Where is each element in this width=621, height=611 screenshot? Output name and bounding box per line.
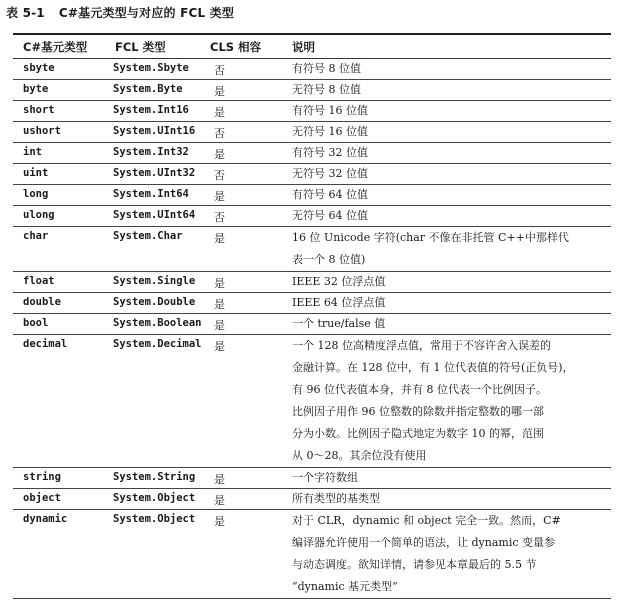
description-line: 从 0～28。其余位没有使用	[292, 449, 427, 462]
cell-description	[292, 227, 611, 271]
description-line: 有符号 32 位值	[292, 146, 368, 159]
header-description: 说明	[292, 39, 315, 54]
cell-description	[292, 59, 611, 79]
table-number: 表 5-1	[6, 6, 45, 20]
table-row	[13, 164, 611, 185]
cell-fcl-type: System.Int64	[113, 188, 189, 200]
description-line: 一个字符数组	[292, 471, 358, 484]
description-line: 有符号 16 位值	[292, 104, 368, 117]
cell-description	[292, 80, 611, 100]
cell-cls: 是	[214, 298, 225, 311]
description-line: 无符号 8 位值	[292, 83, 361, 96]
cell-cs-type: sbyte	[23, 62, 55, 74]
cell-fcl-type: System.Double	[113, 296, 196, 308]
cell-cs-type: char	[23, 230, 49, 242]
cell-fcl-type: System.Sbyte	[113, 62, 189, 74]
cell-cls: 否	[214, 64, 225, 77]
table-row	[13, 314, 611, 335]
table-title: C#基元类型与对应的 FCL 类型	[58, 6, 235, 20]
cell-cls: 否	[214, 127, 225, 140]
cell-fcl-type: System.Object	[113, 513, 196, 525]
table-row	[13, 272, 611, 293]
cell-description	[292, 122, 611, 142]
description-line: 无符号 16 位值	[292, 125, 368, 138]
cell-description	[292, 510, 611, 598]
cell-description	[292, 468, 611, 488]
cell-fcl-type: System.UInt16	[113, 125, 196, 137]
cell-cls: 是	[214, 494, 225, 507]
description-line: IEEE 64 位浮点值	[292, 296, 386, 309]
cell-fcl-type: System.Boolean	[113, 317, 202, 329]
header-cs-type: C#基元类型	[23, 39, 88, 54]
table-row	[13, 101, 611, 122]
description-line: 有符号 64 位值	[292, 188, 368, 201]
description-line: 对于 CLR，dynamic 和 object 完全一致。然而，C#	[292, 514, 561, 527]
cell-cls: 是	[214, 232, 225, 245]
description-line: 比例因子用作 96 位整数的除数并指定整数的哪一部	[292, 405, 544, 418]
header-cls: CLS 相容	[210, 39, 262, 54]
cell-cs-type: ulong	[23, 209, 55, 221]
cell-cs-type: uint	[23, 167, 49, 179]
table-row	[13, 489, 611, 510]
cell-description	[292, 335, 611, 467]
cell-cls: 是	[214, 319, 225, 332]
description-line: 一个 128 位高精度浮点值，常用于不容许舍入误差的	[292, 339, 551, 352]
description-line: IEEE 32 位浮点值	[292, 275, 386, 288]
table-caption	[6, 4, 234, 21]
cell-cls: 是	[214, 148, 225, 161]
description-line: 无符号 64 位值	[292, 209, 368, 222]
description-line: 金融计算。在 128 位中，有 1 位代表值的符号(正负号)，	[292, 361, 574, 374]
cell-cls: 是	[214, 473, 225, 486]
description-line: 表一个 8 位值)	[292, 253, 366, 266]
cell-cs-type: float	[23, 275, 55, 287]
cell-fcl-type: System.Int16	[113, 104, 189, 116]
cell-cs-type: int	[23, 146, 42, 158]
primitive-types-table	[13, 33, 611, 599]
cell-fcl-type: System.UInt32	[113, 167, 196, 179]
table-row	[13, 143, 611, 164]
description-line: 分为小数。比例因子隐式地定为数字 10 的幂，范围	[292, 427, 544, 440]
table-row	[13, 206, 611, 227]
cell-fcl-type: System.Byte	[113, 83, 183, 95]
description-line: 所有类型的基类型	[292, 492, 380, 505]
cell-fcl-type: System.Decimal	[113, 338, 202, 350]
cell-fcl-type: System.Char	[113, 230, 183, 242]
cell-cls: 是	[214, 85, 225, 98]
table-row	[13, 185, 611, 206]
table-row	[13, 510, 611, 599]
header-fcl-type: FCL 类型	[115, 39, 166, 54]
cell-cs-type: long	[23, 188, 49, 200]
table-header	[13, 35, 611, 59]
cell-cls: 是	[214, 106, 225, 119]
description-line: 编译器允许使用一个简单的语法，让 dynamic 变量参	[292, 536, 555, 549]
cell-cls: 是	[214, 277, 225, 290]
table-row	[13, 293, 611, 314]
cell-cls: 是	[214, 515, 225, 528]
cell-cs-type: object	[23, 492, 61, 504]
cell-cls: 否	[214, 211, 225, 224]
description-line: 16 位 Unicode 字符(char 不像在非托管 C++中那样代	[292, 231, 569, 244]
cell-description	[292, 489, 611, 509]
table-row	[13, 335, 611, 468]
description-line: “dynamic 基元类型”	[292, 580, 398, 593]
cell-cls: 否	[214, 169, 225, 182]
cell-description	[292, 101, 611, 121]
cell-description	[292, 185, 611, 205]
description-line: 与动态调度。欲知详情，请参见本章最后的 5.5 节	[292, 558, 537, 571]
cell-description	[292, 314, 611, 334]
table-row	[13, 80, 611, 101]
cell-fcl-type: System.String	[113, 471, 196, 483]
cell-description	[292, 164, 611, 184]
cell-fcl-type: System.Single	[113, 275, 196, 287]
cell-fcl-type: System.Object	[113, 492, 196, 504]
description-line: 一个 true/false 值	[292, 317, 386, 330]
cell-cs-type: double	[23, 296, 61, 308]
table-body	[13, 59, 611, 599]
cell-fcl-type: System.UInt64	[113, 209, 196, 221]
description-line: 无符号 32 位值	[292, 167, 368, 180]
cell-description	[292, 206, 611, 226]
description-line: 有符号 8 位值	[292, 62, 361, 75]
cell-cs-type: decimal	[23, 338, 68, 350]
cell-description	[292, 143, 611, 163]
cell-cs-type: bool	[23, 317, 49, 329]
cell-cs-type: short	[23, 104, 55, 116]
cell-cs-type: string	[23, 471, 61, 483]
table-row	[13, 59, 611, 80]
cell-fcl-type: System.Int32	[113, 146, 189, 158]
cell-cs-type: dynamic	[23, 513, 68, 525]
cell-description	[292, 293, 611, 313]
table-row	[13, 468, 611, 489]
cell-cls: 是	[214, 190, 225, 203]
table-row	[13, 122, 611, 143]
cell-cls: 是	[214, 340, 225, 353]
table-row	[13, 227, 611, 272]
cell-description	[292, 272, 611, 292]
cell-cs-type: ushort	[23, 125, 61, 137]
cell-cs-type: byte	[23, 83, 49, 95]
description-line: 有 96 位代表值本身，并有 8 位代表一个比例因子。	[292, 383, 547, 396]
